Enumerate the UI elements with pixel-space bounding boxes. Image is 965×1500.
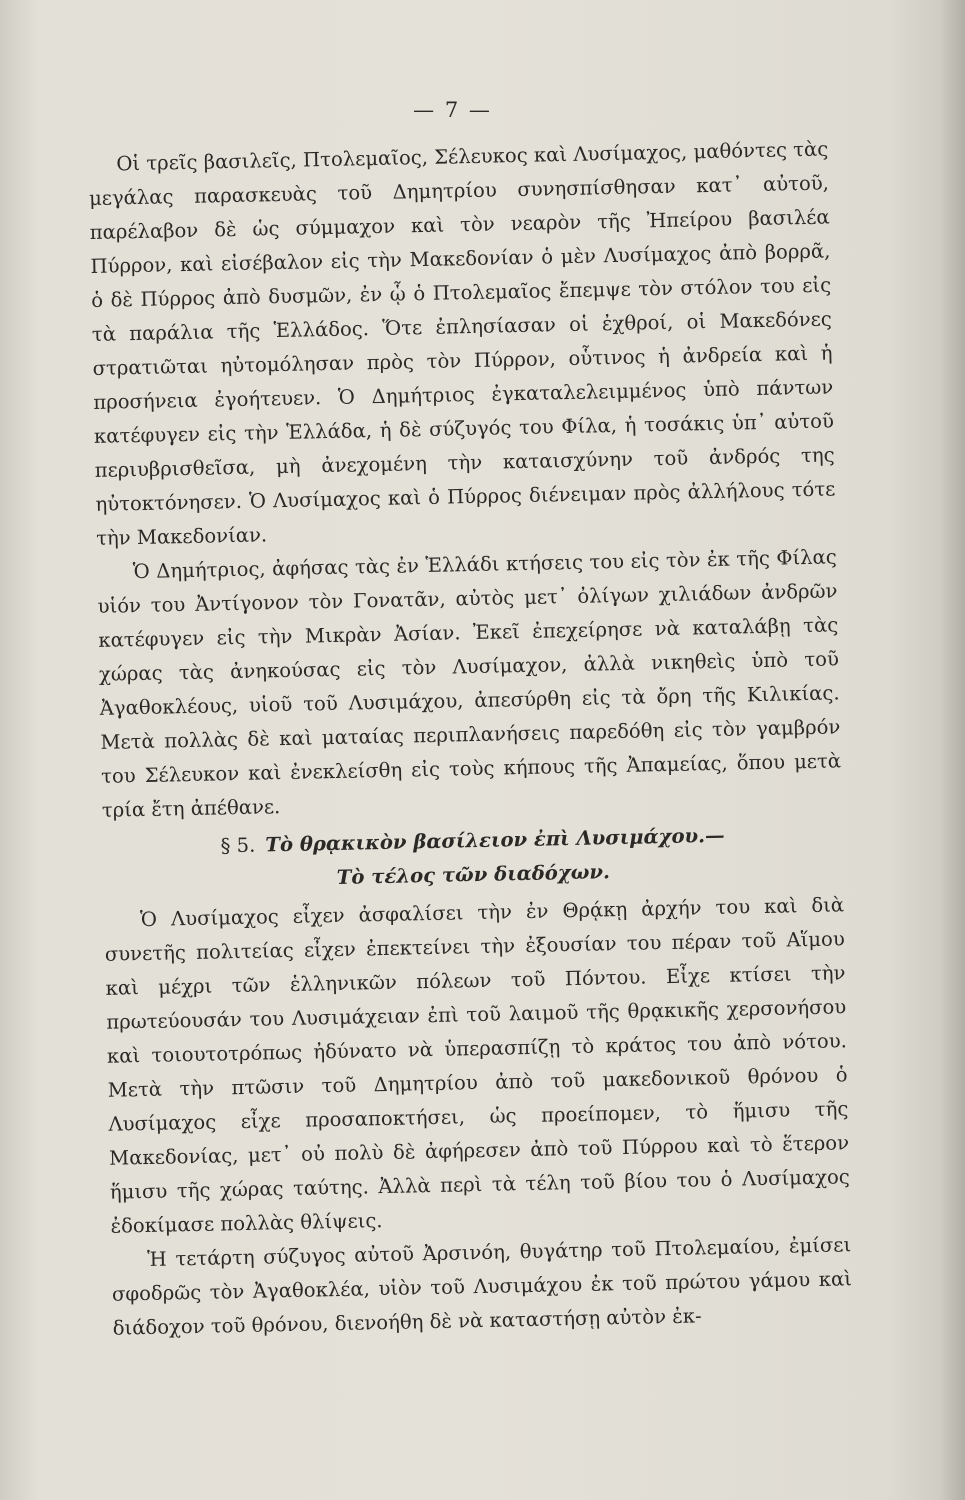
page-number: — 7 — [413,98,492,122]
paragraph-3: Ὁ Λυσίμαχος εἶχεν ἀσφαλίσει τὴν ἐν Θρᾴκῃ ἀρχήν του καὶ διὰ συνετῆς πολιτείας εἶχεν ἐπεκτείνει τὴν ἐξουσίαν του πέραν τοῦ Αἵμου καὶ μέχρι τῶν ἑλληνικῶν πόλεων τοῦ Πόντου. Εἶχε κτίσει τὴν πρωτεύουσάν του Λυσιμάχειαν ἐπὶ τοῦ λαιμοῦ τῆς θρᾳκικῆς χερσονήσου καὶ τοιουτοτρόπως ἠδύνατο νὰ ὑπερασπίζῃ τὸ κράτος του ἀπὸ νότου. Μετὰ τὴν πτῶσιν τοῦ Δημητρίου ἀπὸ τοῦ μακεδονικοῦ θρόνου ὁ Λυσίμαχος εἶχε προσαποκτήσει, ὡς προείπομεν, τὸ ἥμισυ τῆς Μακεδονίας, μετ᾽ οὐ πολὺ δὲ ἀφήρεσεν ἀπὸ τοῦ Πύρρου καὶ τὸ ἕτερον ἥμισυ τῆς χώρας ταύτης. Ἀλλὰ περὶ τὰ τέλη τοῦ βίου του ὁ Λυσίμαχος ἐδοκίμασε πολλὰς θλίψεις. [104,893,850,1238]
paragraph-2: Ὁ Δημήτριος, ἀφήσας τὰς ἐν Ἑλλάδι κτήσεις του εἰς τὸν ἐκ τῆς Φίλας υἱόν του Ἀντίγονον τὸν Γονατᾶν, αὐτὸς μετ᾽ ὀλίγων χιλιάδων ἀνδρῶν κατέφυγεν εἰς τὴν Μικρὰν Ἀσίαν. Ἐκεῖ ἐπεχείρησε νὰ καταλάβῃ τὰς χώρας τὰς ἀνηκούσας εἰς τὸν Λυσίμαχον, ἀλλὰ νικηθεὶς ὑπὸ τοῦ Ἀγαθοκλέους, υἱοῦ τοῦ Λυσιμάχου, ἀπεσύρθη εἰς τὰ ὄρη τῆς Κιλικίας. Μετὰ πολλὰς δὲ καὶ ματαίας περιπλανήσεις παρεδόθη εἰς τὸν γαμβρόν του Σέλευκον καὶ ἐνεκλείσθη εἰς τοὺς κήπους τῆς Ἀπαμείας, ὅπου μετὰ τρία ἔτη ἀπέθανε. [97,545,842,822]
section-title: Τὸ θρᾳκικὸν βασίλειον ἐπὶ Λυσιμάχου.— [265,823,725,857]
paragraph-1: Οἱ τρεῖς βασιλεῖς, Πτολεμαῖος, Σέλευκος καὶ Λυσίμαχος, μαθόντες τὰς μεγάλας παρασκευὰς τοῦ Δημητρίου συνησπίσθησαν κατ᾽ αὐτοῦ, παρέλαβον δὲ ὡς σύμμαχον καὶ τὸν νεαρὸν τῆς Ἠπείρου βασιλέα Πύρρον, καὶ εἰσέβαλον εἰς τὴν Μακεδονίαν ὁ μὲν Λυσίμαχος ἀπὸ βορρᾶ, ὁ δὲ Πύρρος ἀπὸ δυσμῶν, ἐν ᾧ ὁ Πτολεμαῖος ἔπεμψε τὸν στόλον του εἰς τὰ παράλια τῆς Ἑλλάδος. Ὅτε ἐπλησίασαν οἱ ἐχθροί, οἱ Μακεδόνες στρατιῶται ηὐτομόλησαν πρὸς τὸν Πύρρον, οὗτινος ἡ ἀνδρεία καὶ ἡ προσήνεια ἐγοήτευεν. Ὁ Δημήτριος ἐγκαταλελειμμένος ὑπὸ πάντων κατέφυγεν εἰς τὴν Ἑλλάδα, ἡ δὲ σύζυγός του Φίλα, ἡ τοσάκις ὑπ᾽ αὐτοῦ περιυβρισθεῖσα, μὴ ἀνεχομένη τὴν καταισχύνην τοῦ ἀνδρός της ηὐτοκτόνησεν. Ὁ Λυσίμαχος καὶ ὁ Πύρρος διένειμαν πρὸς ἀλλήλους τότε τὴν Μακεδονίαν. [88,137,836,550]
body-text [88,133,853,1346]
section-subtitle: Τὸ τέλος τῶν διαδόχων. [336,860,611,889]
section-number: § 5. [220,833,256,858]
paragraph-4: Ἡ τετάρτη σύζυγος αὐτοῦ Ἀρσινόη, θυγάτηρ τοῦ Πτολεμαίου, ἐμίσει σφοδρῶς τὸν Ἀγαθοκλέα, υἱὸν τοῦ Λυσιμάχου ἐκ τοῦ πρώτου γάμου καὶ διάδοχον τοῦ θρόνου, διενοήθη δὲ νὰ καταστήσῃ αὐτὸν ἐκ- [111,1233,853,1340]
page-edge-shadow [939,0,965,1500]
